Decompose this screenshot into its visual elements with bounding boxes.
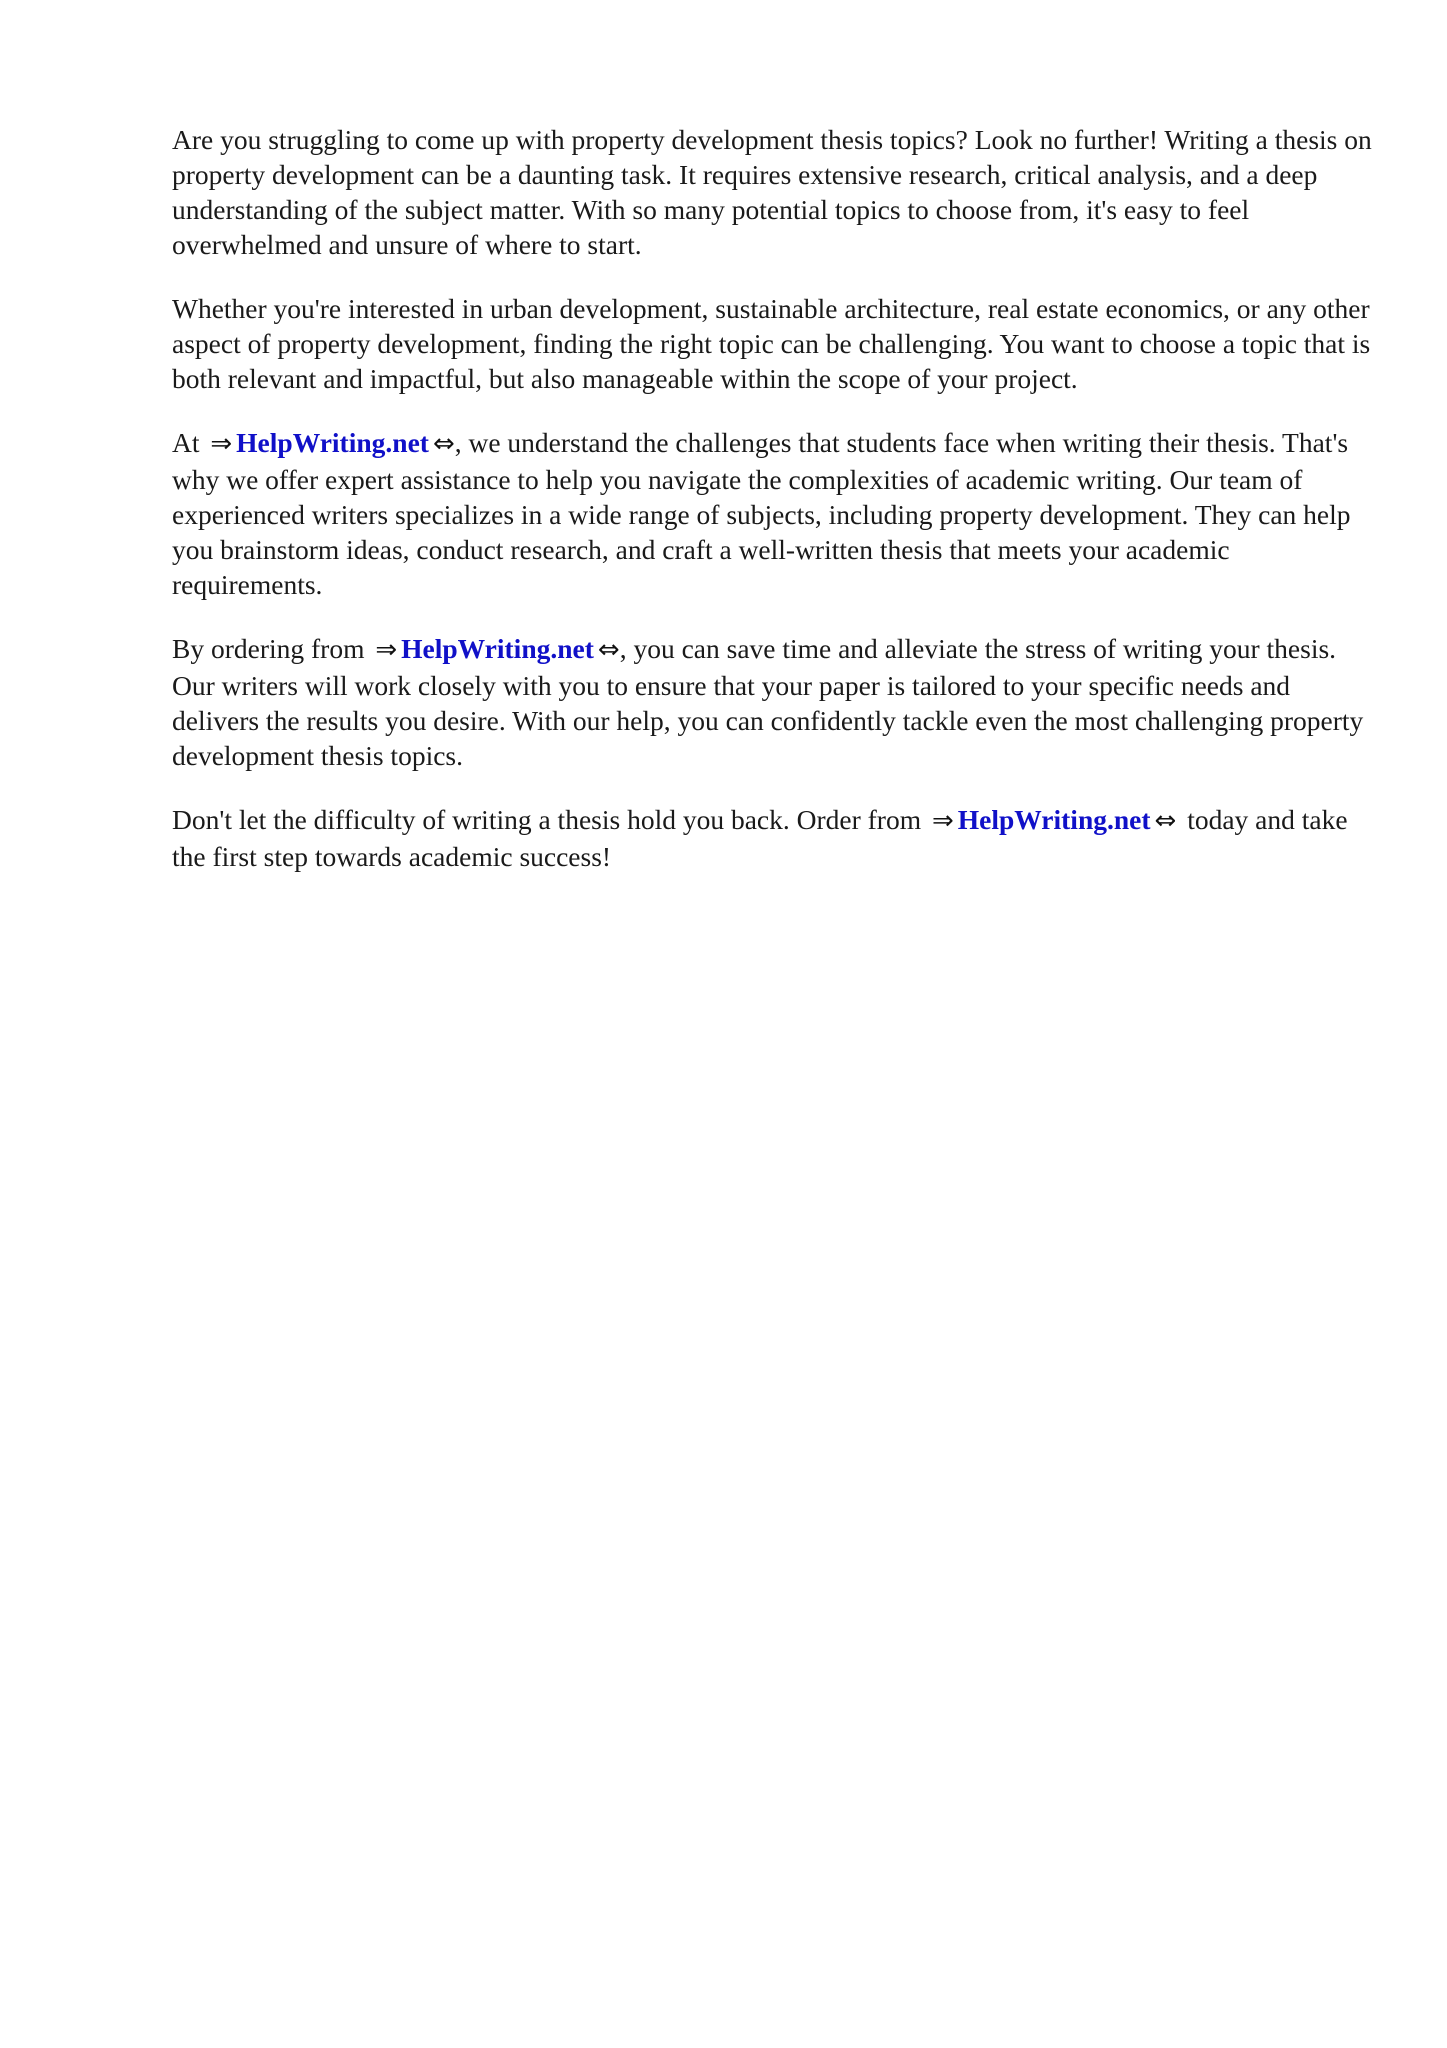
right-arrow-icon: ⇒: [210, 429, 233, 459]
paragraph-3-rest: , we understand the challenges that students face when writing their thesis. That's why we offer expert assistance to help you navigate the complexities of academic writing. Our team of experienced writers specializes in a wide range of subjects, including property development. They can help you brainstorm ideas, conduct research, and craft a well-written thesis that meets your academic requirements.: [172, 427, 1351, 600]
paragraph-3: [172, 425, 1382, 602]
helpwriting-link[interactable]: HelpWriting.net: [236, 427, 429, 458]
paragraph-5: [172, 802, 1382, 874]
paragraph-4: [172, 631, 1382, 773]
double-arrow-icon: ⇔: [1154, 806, 1177, 836]
right-arrow-icon: ⇒: [931, 806, 954, 836]
paragraph-4-rest: , you can save time and alleviate the stress of writing your thesis. Our writers will work closely with you to ensure that your paper is tailored to your specific needs and delivers the results you desire. With our help, you can confidently tackle even the most challenging property development thesis topics.: [172, 633, 1364, 771]
double-arrow-icon: ⇔: [597, 635, 620, 665]
double-arrow-icon: ⇔: [432, 429, 455, 459]
helpwriting-link[interactable]: HelpWriting.net: [957, 804, 1151, 835]
helpwriting-link[interactable]: HelpWriting.net: [401, 633, 594, 664]
paragraph-2-text: Whether you're interested in urban development, sustainable architecture, real estate economics, or any other aspect of property development, finding the right topic can be challenging. You want to choose a topic that is both relevant and impactful, but also manageable within the scope of your project.: [172, 293, 1371, 394]
document-body: [172, 122, 1382, 903]
paragraph-1: [172, 122, 1382, 262]
paragraph-1-text: Are you struggling to come up with property development thesis topics? Look no further! Writing a thesis on property development can be a daunting task. It requires extensive research, critical analysis, and a deep understanding of the subject matter. With so many potential topics to choose from, it's easy to feel overwhelmed and unsure of where to start.: [172, 124, 1372, 260]
paragraph-2: [172, 291, 1382, 396]
paragraph-4-lead: By ordering from: [172, 633, 365, 664]
right-arrow-icon: ⇒: [375, 635, 398, 665]
paragraph-5-lead: Don't let the difficulty of writing a thesis hold you back. Order from: [172, 804, 922, 835]
paragraph-3-lead: At: [172, 427, 200, 458]
paragraph-5-rest: today and take the first step towards academic success!: [172, 804, 1348, 872]
